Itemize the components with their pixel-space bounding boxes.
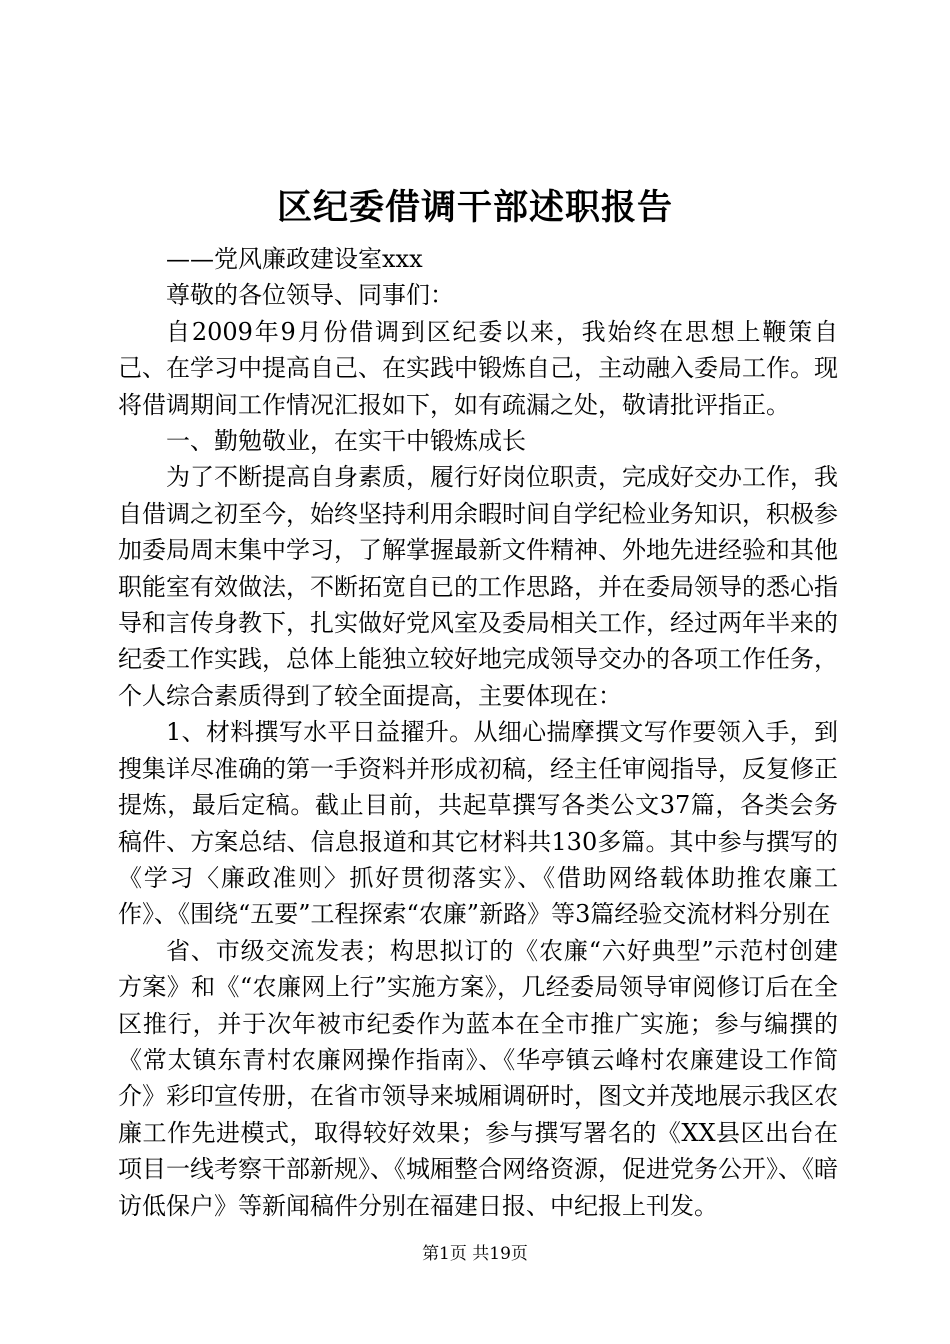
author-line: ——党风廉政建设室xxx	[166, 245, 423, 273]
page-number-footer: 第1页 共19页	[422, 1244, 528, 1264]
section-heading: 一、勤勉敬业，在实干中锻炼成长	[166, 427, 526, 456]
paragraph-intro: 自2009年9月份借调到区纪委以来，我始终在思想上鞭策自己、在学习中提高自己、在实践中锻炼自己，主动融入委局工作。现将借调期间工作情况汇报如下，如有疏漏之处，敬请批评指正。	[118, 317, 838, 419]
paragraph-item-1-continued: 省、市级交流发表；构思拟订的《农廉“六好典型”示范村创建方案》和《“农廉网上行”实施方案》，几经委局领导审阅修订后在全区推行，并于次年被市纪委作为蓝本在全市推广实施；参与编撰的《常太镇东青村农廉网操作指南》、《华亭镇云峰村农廉建设工作简介》彩印宣传册，在省市领导来城厢调研时，图文并茂地展示我区农廉工作先进模式，取得较好效果；参与撰写署名的《XX县区出台在项目一线考察干部新规》、《城厢整合网络资源，促进党务公开》、《暗访低保户》等新闻稿件分别在福建日报、中纪报上刊发。	[118, 936, 838, 1220]
paragraph-item-1: 1、材料撰写水平日益擢升。从细心揣摩撰文写作要领入手，到搜集详尽准确的第一手资料并形成初稿，经主任审阅指导，反复修正提炼，最后定稿。截止目前，共起草撰写各类公文37篇，各类会务稿件、方案总结、信息报道和其它材料共130多篇。其中参与撰写的《学习〈廉政准则〉抓好贯彻落实》、《借助网络载体助推农廉工作》、《围绕“五要”工程探索“农廉”新路》等3篇经验交流材料分别在	[118, 718, 838, 929]
document-title: 区纪委借调干部述职报告	[276, 187, 673, 228]
salutation: 尊敬的各位领导、同事们：	[166, 281, 454, 310]
document-body	[118, 241, 838, 1224]
paragraph-section-1: 为了不断提高自身素质，履行好岗位职责，完成好交办工作，我自借调之初至今，始终坚持利用余暇时间自学纪检业务知识，积极参加委局周末集中学习，了解掌握最新文件精神、外地先进经验和其他职能室有效做法，不断拓宽自已的工作思路，并在委局领导的悉心指导和言传身教下，扎实做好党风室及委局相关工作，经过两年半来的纪委工作实践，总体上能独立较好地完成领导交办的各项工作任务，个人综合素质得到了较全面提高，主要体现在：	[118, 463, 838, 710]
